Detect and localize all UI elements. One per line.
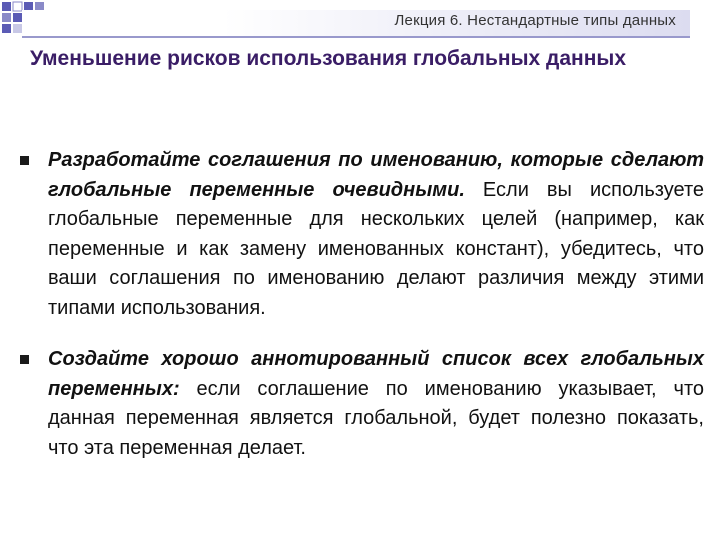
bullet-emphasis: Создайте хорошо аннотированный список всех глобальных переменных: [48, 348, 704, 400]
square-bullet-icon [20, 355, 29, 364]
bullet-item [20, 345, 704, 463]
bullet-item [20, 146, 704, 323]
bullet-text: Если вы используете глобальные переменные для нескольких целей (например, как переменные и как замену именованных констант), убедитесь, что ваши соглашения по именованию делают различия между этими типами использования. [48, 178, 704, 319]
bullet-paragraph [48, 146, 704, 323]
bullet-list [20, 146, 704, 485]
square-bullet-icon [20, 156, 29, 165]
lecture-label: Лекция 6. Нестандартные типы данных [394, 12, 676, 29]
bullet-paragraph [48, 345, 704, 463]
bullet-text: если соглашение по именованию указывает, что данная переменная является глобальной, будет полезно показать, что эта переменная делает. [48, 377, 704, 459]
bullet-emphasis: Разработайте соглашения по именованию, которые сделают глобальные переменные очевидными. [48, 149, 704, 201]
slide-title: Уменьшение рисков использования глобальных данных [30, 47, 627, 70]
